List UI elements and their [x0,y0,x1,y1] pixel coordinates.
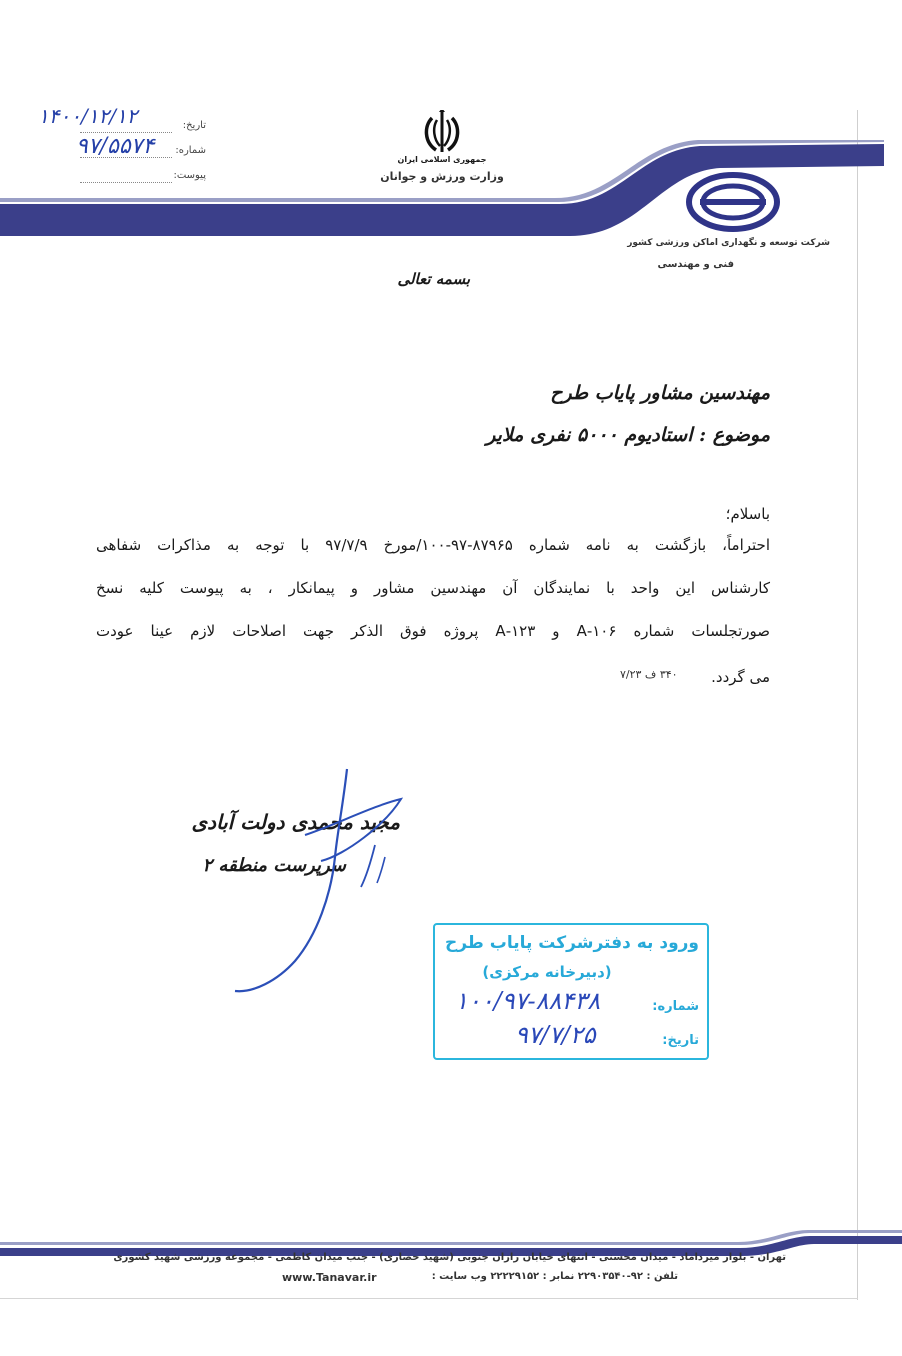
body-line: کارشناس این واحد با نمایندگان آن مهندسین مشاور و پیمانکار ، به پیوست کلیه نسخ [96,579,770,597]
footer-address: تهران - بلوار میرداماد - میدان محسنی - انتهای خیابان رازان جنوبی (شهید حصاری) - جنب میدان کاظمی - مجموعه ورزشی شهید کشوری [113,1252,786,1263]
iran-emblem-icon [418,110,466,156]
stamp-date-label: تاریخ: [662,1033,699,1048]
attachment-label: پیوست: [173,170,206,181]
closing-line: می گردد. [711,668,770,686]
stamp-title: ورود به دفترشرکت پایاب طرح [444,933,699,953]
department-name: فنی و مهندسی [657,259,734,270]
stamp-number-label: شماره: [652,999,699,1014]
subject-line: موضوع : استادیوم ۵۰۰۰ نفری ملایر [486,424,770,446]
footer-contact: تلفن : ۹۲-۲۲۹۰۳۵۴۰ نمابر : ۲۲۲۲۹۱۵۲ وب سایت : [431,1271,678,1282]
ministry-name: وزارت ورزش و جوانان [380,170,504,183]
stamp-subtitle: (دبیرخانه مرکزی) [482,963,612,981]
page-edge [857,110,858,1300]
government-name: جمهوری اسلامی ایران [397,155,487,164]
date-label: تاریخ: [182,120,206,131]
letter-meta [20,104,220,192]
body-line: احتراماً، بازگشت به نامه شماره ۸۷۹۶۵-۹۷-۱۰۰/مورخ ۹۷/۷/۹ با توجه به مذاکرات شفاهی [96,536,770,554]
body-line: صورتجلسات شماره ۱۰۶-A و ۱۲۳-A پروژه فوق الذکر جهت اصلاحات لازم عینا عودت [96,622,770,640]
basmala: بسمه تعالی [397,270,470,288]
company-logo-icon [686,172,780,232]
signatory-name: مجید محمدی دولت آبادی [191,810,400,834]
addressee: مهندسین مشاور پایاب طرح [550,382,770,404]
greeting: باسلام؛ [725,505,770,523]
handwritten-note: ۳۴۰ ف ۷/۲۳ [620,668,678,681]
number-label: شماره: [175,145,206,156]
receipt-stamp [433,923,709,1060]
date-value: ۱۴۰۰/۱۲/۱۲ [38,104,138,128]
handwritten-signature [225,765,415,1000]
signatory-title: سرپرست منطقه ۲ [202,855,346,876]
page-edge [0,1298,858,1299]
number-value: ۹۷/۵۵۷۴ [76,134,155,159]
footer-website: www.Tanavar.ir [282,1271,377,1284]
stamp-number-value: ۱۰۰/۹۷-۸۸۴۳۸ [455,987,601,1015]
stamp-date-value: ۹۷/۷/۲۵ [515,1021,596,1049]
company-name: شرکت توسعه و نگهداری اماکن ورزشی کشور [627,238,830,248]
